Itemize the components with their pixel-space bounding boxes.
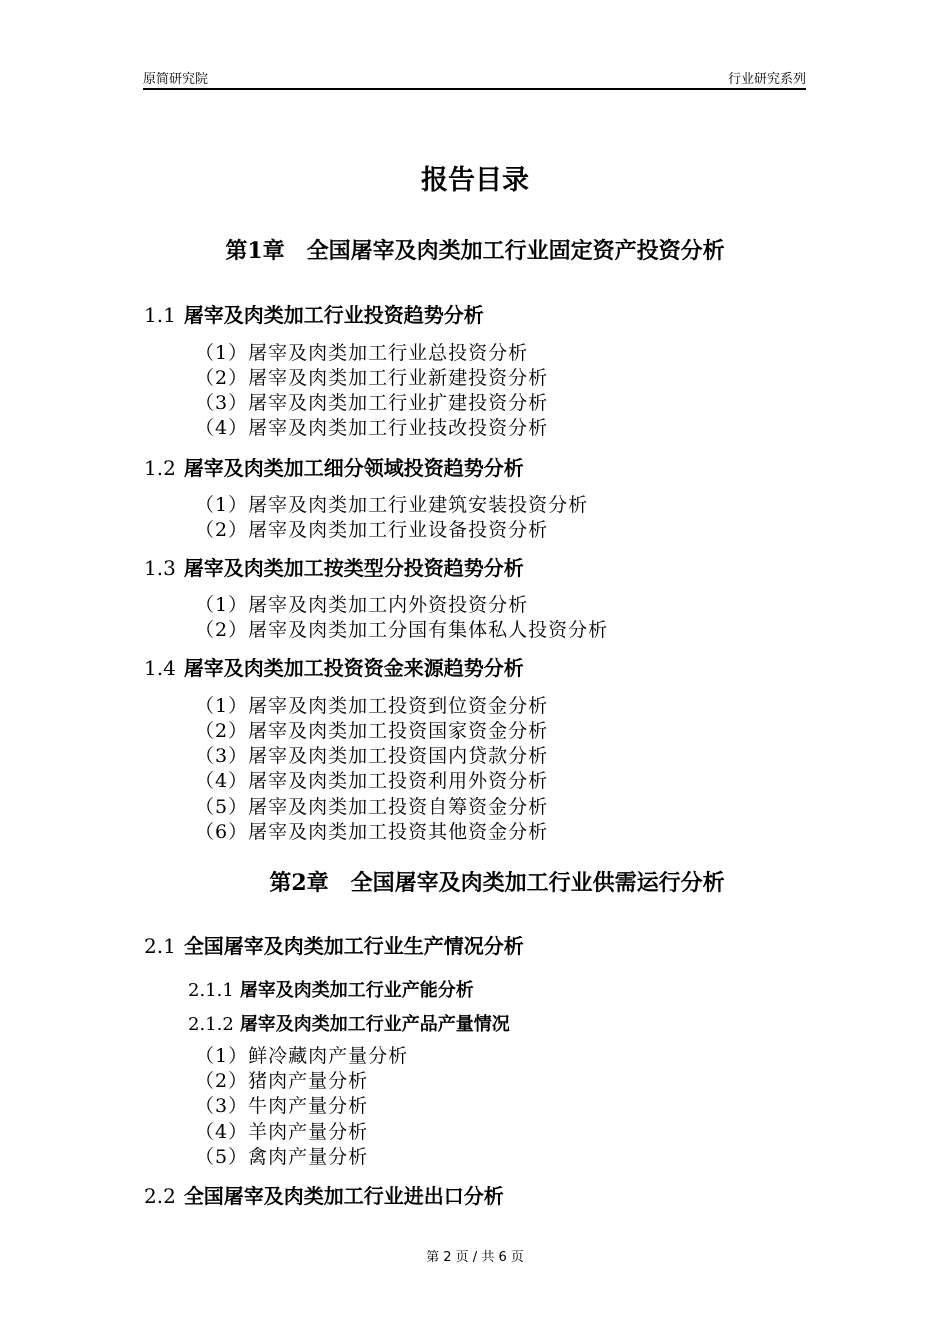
chapter-heading[interactable]: [22, 866, 950, 897]
toc-item[interactable]: （1）屠宰及肉类加工投资到位资金分析: [195, 695, 549, 717]
toc-item[interactable]: （5）禽肉产量分析: [195, 1146, 369, 1168]
toc-item[interactable]: （1）屠宰及肉类加工内外资投资分析: [195, 594, 529, 616]
chapter-number: 第2章: [269, 870, 329, 896]
section-heading[interactable]: [144, 452, 524, 481]
toc-item[interactable]: （4）屠宰及肉类加工投资利用外资分析: [195, 770, 549, 792]
toc-item[interactable]: （2）屠宰及肉类加工行业设备投资分析: [195, 519, 549, 541]
section-title: 屠宰及肉类加工行业投资趋势分析: [183, 303, 484, 327]
section-number: 2.1: [144, 934, 176, 958]
section-heading[interactable]: [144, 930, 524, 959]
subsection-heading[interactable]: [188, 976, 474, 1002]
toc-item[interactable]: （4）屠宰及肉类加工行业技改投资分析: [195, 417, 549, 439]
header-series-name: 行业研究系列: [727, 72, 806, 87]
page-footer: [0, 1246, 950, 1265]
toc-item[interactable]: （6）屠宰及肉类加工投资其他资金分析: [195, 821, 549, 843]
section-number: 1.2: [144, 456, 176, 480]
subsection-title: 屠宰及肉类加工行业产品产量情况: [239, 1014, 510, 1035]
section-number: 1.1: [144, 303, 176, 327]
toc-item[interactable]: （3）屠宰及肉类加工投资国内贷款分析: [195, 745, 549, 767]
toc-item[interactable]: （3）屠宰及肉类加工行业扩建投资分析: [195, 392, 549, 414]
subsection-number: 2.1.1: [188, 980, 234, 1001]
section-number: 1.3: [144, 556, 176, 580]
section-title: 全国屠宰及肉类加工行业进出口分析: [183, 1184, 504, 1208]
section-number: 1.4: [144, 656, 176, 680]
toc-item[interactable]: （2）猪肉产量分析: [195, 1070, 369, 1092]
toc-item[interactable]: （1）鲜冷藏肉产量分析: [195, 1045, 409, 1067]
section-heading[interactable]: [144, 652, 524, 681]
chapter-title: 全国屠宰及肉类加工行业固定资产投资分析: [306, 238, 725, 264]
page-header: [143, 68, 806, 90]
section-title: 屠宰及肉类加工按类型分投资趋势分析: [183, 556, 524, 580]
section-title: 屠宰及肉类加工投资资金来源趋势分析: [183, 656, 524, 680]
toc-item[interactable]: （4）羊肉产量分析: [195, 1121, 369, 1143]
subsection-heading[interactable]: [188, 1010, 510, 1036]
section-heading[interactable]: [144, 1180, 504, 1209]
chapter-heading[interactable]: [0, 234, 950, 265]
chapter-number: 第1章: [225, 238, 285, 264]
toc-item[interactable]: （5）屠宰及肉类加工投资自筹资金分析: [195, 796, 549, 818]
section-heading[interactable]: [144, 299, 484, 328]
subsection-title: 屠宰及肉类加工行业产能分析: [239, 980, 474, 1001]
toc-item[interactable]: （3）牛肉产量分析: [195, 1095, 369, 1117]
toc-item[interactable]: （1）屠宰及肉类加工行业总投资分析: [195, 342, 529, 364]
toc-item[interactable]: （2）屠宰及肉类加工行业新建投资分析: [195, 367, 549, 389]
subsection-number: 2.1.2: [188, 1014, 234, 1035]
toc-title: 报告目录: [421, 165, 529, 196]
section-heading[interactable]: [144, 552, 524, 581]
page-number-label: 第 2 页 / 共 6 页: [426, 1250, 524, 1265]
section-number: 2.2: [144, 1184, 176, 1208]
header-org-name: 原简研究院: [143, 72, 209, 87]
toc-item[interactable]: （2）屠宰及肉类加工投资国家资金分析: [195, 720, 549, 742]
section-title: 全国屠宰及肉类加工行业生产情况分析: [183, 934, 524, 958]
toc-item[interactable]: （2）屠宰及肉类加工分国有集体私人投资分析: [195, 619, 609, 641]
chapter-title: 全国屠宰及肉类加工行业供需运行分析: [350, 870, 725, 896]
toc-item[interactable]: （1）屠宰及肉类加工行业建筑安装投资分析: [195, 494, 589, 516]
section-title: 屠宰及肉类加工细分领域投资趋势分析: [183, 456, 524, 480]
